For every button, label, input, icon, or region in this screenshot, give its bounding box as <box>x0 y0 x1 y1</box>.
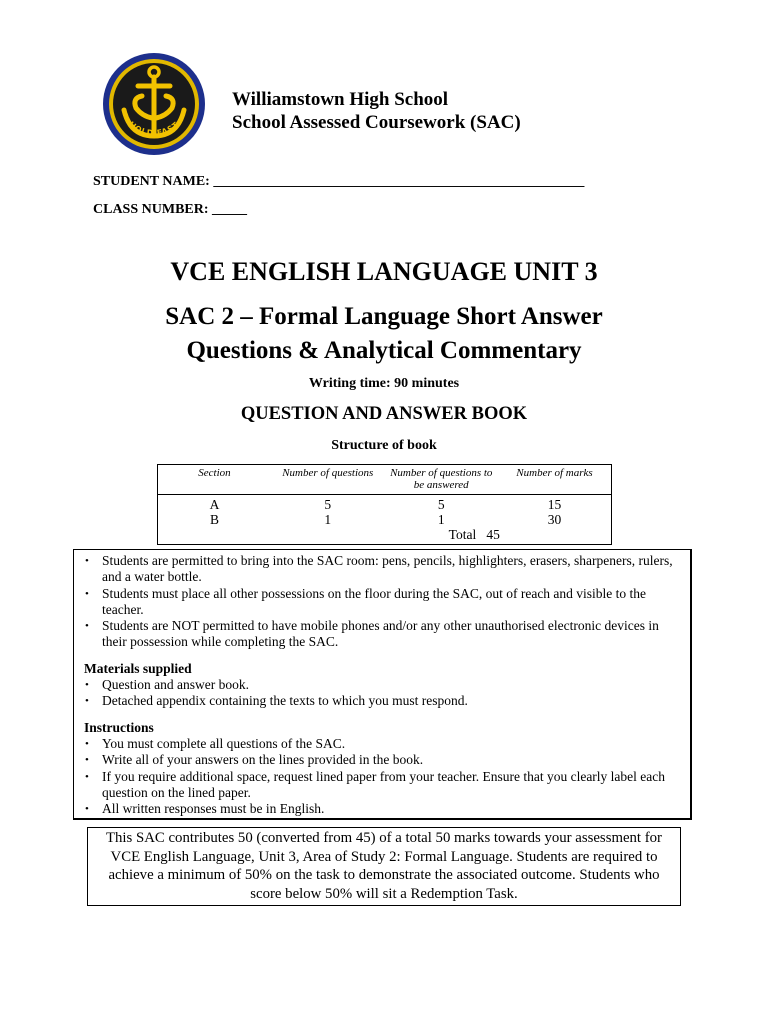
materials-heading: Materials supplied <box>84 660 192 676</box>
school-name: Williamstown High School <box>232 89 449 110</box>
list-item: • Students must place all other possessions on the floor during the SAC, out of reach and visible to the teacher. <box>84 586 684 619</box>
logo-motto: HOLD FAST <box>127 119 181 138</box>
list-item: • Students are permitted to bring into the SAC room: pens, pencils, highlighters, erasers, sharpeners, rulers, and a water bottle. <box>84 553 684 586</box>
total-value: 45 <box>486 527 500 542</box>
course-title: VCE ENGLISH LANGUAGE UNIT 3 <box>170 257 598 286</box>
sac-title <box>0 300 768 368</box>
column-header: Number of questions <box>271 465 385 495</box>
structure-table <box>157 464 612 545</box>
writing-time: Writing time: 90 minutes <box>308 376 460 391</box>
list-item: • If you require additional space, request lined paper from your teacher. Ensure that you clearly label each question on the lined paper. <box>84 769 684 802</box>
table-cell: 5 <box>437 497 445 512</box>
instructions-list <box>84 736 684 817</box>
instructions-heading: Instructions <box>84 719 154 735</box>
school-logo <box>102 52 206 156</box>
sac-title-line-1: SAC 2 – Formal Language Short Answer <box>165 303 603 330</box>
table-cell: 1 <box>437 512 445 527</box>
list-item: • Write all of your answers on the lines provided in the book. <box>84 752 684 768</box>
list-item: • Students are NOT permitted to have mobile phones and/or any other unauthorised electronic devices in their possession while completing the SAC. <box>84 618 684 651</box>
table-cell: A <box>209 497 220 512</box>
student-name-field: STUDENT NAME: _____________________________________________________ <box>93 174 585 189</box>
school-header <box>232 88 521 134</box>
list-item: • Detached appendix containing the texts to which you must respond. <box>84 693 684 709</box>
column-header: Number of questions to be answered <box>385 465 499 495</box>
total-cell <box>385 527 612 545</box>
column-header: Section <box>158 465 272 495</box>
list-item: • All written responses must be in English. <box>84 801 684 817</box>
materials-list <box>84 677 684 710</box>
rules-box <box>73 549 692 820</box>
table-cell: 15 <box>547 497 562 512</box>
table-total-row <box>158 527 612 545</box>
table-row <box>158 512 612 527</box>
table-cell: 1 <box>324 512 332 527</box>
class-number-field: CLASS NUMBER: _____ <box>93 202 248 217</box>
rules-list <box>84 553 684 651</box>
table-cell: 5 <box>324 497 332 512</box>
table-cell: 30 <box>547 512 562 527</box>
total-label: Total <box>448 527 477 542</box>
list-item: • Question and answer book. <box>84 677 684 693</box>
table-header-row <box>158 465 612 495</box>
structure-heading: Structure of book <box>331 438 437 453</box>
sac-title-line-2: Questions & Analytical Commentary <box>186 337 582 364</box>
document-type: School Assessed Coursework (SAC) <box>232 112 521 133</box>
table-row <box>158 495 612 513</box>
column-header: Number of marks <box>498 465 612 495</box>
book-heading: QUESTION AND ANSWER BOOK <box>240 404 528 424</box>
sac-contribution-note: This SAC contributes 50 (converted from 45) of a total 50 marks towards your assessment for VCE English Language, Unit 3, Area of Study 2: Formal Language. Students are required to achieve a minimum of 50% on the task to demonstrate the associated outcome. Students who score below 50% will sit a Redemption Task. <box>87 827 681 906</box>
table-cell: B <box>209 512 219 527</box>
list-item: • You must complete all questions of the SAC. <box>84 736 684 752</box>
